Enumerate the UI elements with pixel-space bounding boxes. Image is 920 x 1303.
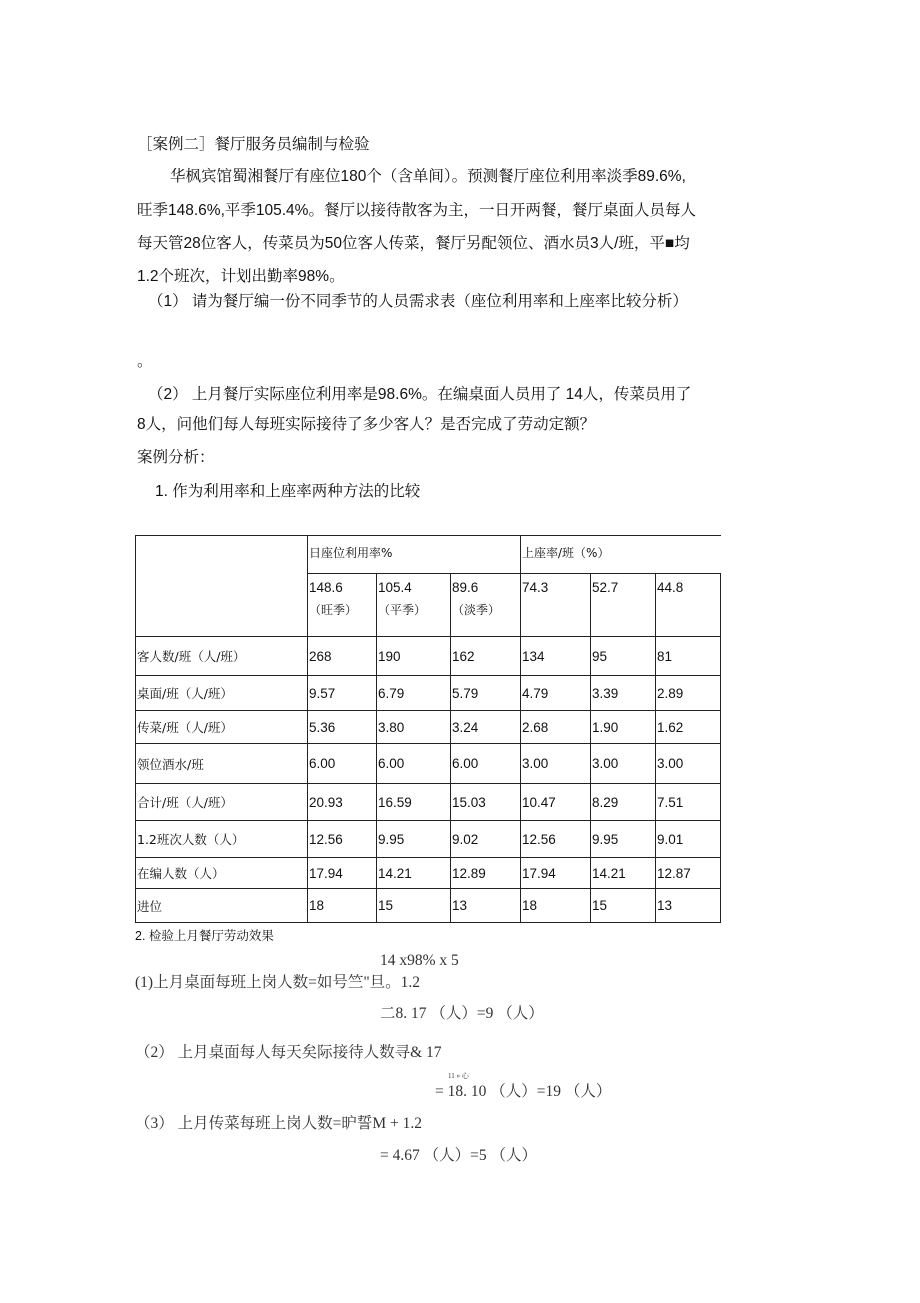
table-cell: 7.51 [656, 784, 721, 821]
row-label: 桌面/班（人/班） [136, 676, 308, 711]
table-cell: 6.00 [377, 744, 451, 784]
table-cell: 17.94 [521, 858, 591, 889]
intro-line-3: 每天管28位客人，传菜员为50位客人传菜，餐厅另配领位、酒水员3人/班，平■均 [137, 235, 690, 252]
table-cell: 12.87 [656, 858, 721, 889]
intro-line-4: 1.2个班次，计划出勤率98%。 [137, 268, 345, 285]
formula-1: (1)上月桌面每班上岗人数=如号竺"旦。1.2 [135, 974, 421, 991]
formula-2-result: = 18. 10 （人）=19 （人） [435, 1083, 612, 1100]
formula-2: （2） 上月桌面每人每天矣际接待人数寻& 17 [135, 1044, 442, 1061]
table-cell: 9.02 [451, 821, 521, 858]
table-cell: 4.79 [521, 676, 591, 711]
table-cell: 6.00 [308, 744, 377, 784]
table-cell: 2.68 [521, 711, 591, 744]
table-row [136, 637, 721, 676]
staffing-table [135, 535, 721, 923]
table-cell: 3.39 [591, 676, 656, 711]
table-cell: 3.00 [591, 744, 656, 784]
column-season: （平季） [378, 603, 427, 617]
table-cell: 9.01 [656, 821, 721, 858]
group-header-utilization: 日座位利用率% [308, 536, 521, 574]
case-title: ［案例二］餐厅服务员编制与检验 [137, 136, 370, 153]
column-value: 44.8 [657, 580, 684, 595]
table-row [136, 784, 721, 821]
column-header [377, 574, 451, 637]
row-label: 客人数/班（人/班） [136, 637, 308, 676]
section-2-heading: 2. 检验上月餐厅劳动效果 [135, 929, 274, 943]
question-2-line-1: （2） 上月餐厅实际座位利用率是98.6%。在编桌面人员用了 14人，传菜员用了 [148, 386, 692, 403]
question-2-line-2: 8人，问他们每人每班实际接待了多少客人？是否完成了劳动定额？ [137, 416, 596, 433]
table-cell: 5.79 [451, 676, 521, 711]
formula-1-numerator: 14 x98% x 5 [380, 952, 459, 969]
group-header-occupancy: 上座率/班（%） [521, 536, 721, 574]
table-cell: 1.62 [656, 711, 721, 744]
table-cell: 13 [451, 889, 521, 923]
formula-3: （3） 上月传菜每班上岗人数=昈誓M + 1.2 [135, 1115, 423, 1132]
table-row [136, 821, 721, 858]
table-cell: 268 [308, 637, 377, 676]
column-header [521, 574, 591, 637]
corner-cell [136, 536, 308, 637]
table-cell: 15 [377, 889, 451, 923]
table-cell: 20.93 [308, 784, 377, 821]
table-cell: 3.00 [656, 744, 721, 784]
table-cell: 81 [656, 637, 721, 676]
table-cell: 14.21 [377, 858, 451, 889]
table-cell: 5.36 [308, 711, 377, 744]
table-row [136, 676, 721, 711]
table-cell: 6.79 [377, 676, 451, 711]
table-row [136, 711, 721, 744]
table-cell: 15.03 [451, 784, 521, 821]
table-cell: 18 [308, 889, 377, 923]
question-1-end: 。 [137, 353, 153, 370]
table-cell: 15 [591, 889, 656, 923]
column-value: 52.7 [592, 580, 619, 595]
column-header [656, 574, 721, 637]
table-cell: 1.90 [591, 711, 656, 744]
table-cell: 12.89 [451, 858, 521, 889]
row-label: 传菜/班（人/班） [136, 711, 308, 744]
table-cell: 13 [656, 889, 721, 923]
column-season: （淡季） [452, 603, 501, 617]
formula-2-small-note: 11 » 心 [448, 1072, 469, 1080]
table-row [136, 858, 721, 889]
table-cell: 18 [521, 889, 591, 923]
table-cell: 6.00 [451, 744, 521, 784]
table-cell: 134 [521, 637, 591, 676]
row-label: 在编人数（人） [136, 858, 308, 889]
section-1-heading: 1. 作为利用率和上座率两种方法的比较 [155, 483, 421, 500]
table-row [136, 889, 721, 923]
table-cell: 2.89 [656, 676, 721, 711]
column-value: 105.4 [378, 580, 412, 595]
question-1: （1） 请为餐厅编一份不同季节的人员需求表（座位利用率和上座率比较分析） [148, 293, 688, 310]
analysis-heading: 案例分析： [137, 449, 215, 466]
row-label: 1.2班次人数（人） [136, 821, 308, 858]
row-label: 合计/班（人/班） [136, 784, 308, 821]
table-cell: 9.95 [377, 821, 451, 858]
table-cell: 8.29 [591, 784, 656, 821]
table-cell: 10.47 [521, 784, 591, 821]
table-cell: 95 [591, 637, 656, 676]
column-value: 148.6 [309, 580, 343, 595]
table-cell: 3.80 [377, 711, 451, 744]
intro-line-2: 旺季148.6%,平季105.4%。餐厅以接待散客为主，一日开两餐，餐厅桌面人员每人 [137, 202, 696, 219]
row-label: 进位 [136, 889, 308, 923]
table-cell: 3.24 [451, 711, 521, 744]
table-cell: 12.56 [521, 821, 591, 858]
table-cell: 3.00 [521, 744, 591, 784]
table-cell: 17.94 [308, 858, 377, 889]
formula-3-result: = 4.67 （人）=5 （人） [380, 1147, 537, 1164]
table-row [136, 744, 721, 784]
column-header [451, 574, 521, 637]
table-cell: 162 [451, 637, 521, 676]
column-header [308, 574, 377, 637]
table-cell: 9.95 [591, 821, 656, 858]
intro-line-1: 华枫宾馆蜀湘餐厅有座位180个（含单间）。预测餐厅座位利用率淡季89.6%, [170, 168, 686, 185]
column-value: 89.6 [452, 580, 479, 595]
row-label: 领位酒水/班 [136, 744, 308, 784]
table-cell: 190 [377, 637, 451, 676]
table-cell: 12.56 [308, 821, 377, 858]
column-value: 74.3 [522, 580, 549, 595]
table-cell: 9.57 [308, 676, 377, 711]
table-cell: 16.59 [377, 784, 451, 821]
formula-1-result: 二8. 17 （人）=9 （人） [380, 1005, 544, 1022]
column-season: （旺季） [309, 603, 358, 617]
column-header [591, 574, 656, 637]
table-cell: 14.21 [591, 858, 656, 889]
